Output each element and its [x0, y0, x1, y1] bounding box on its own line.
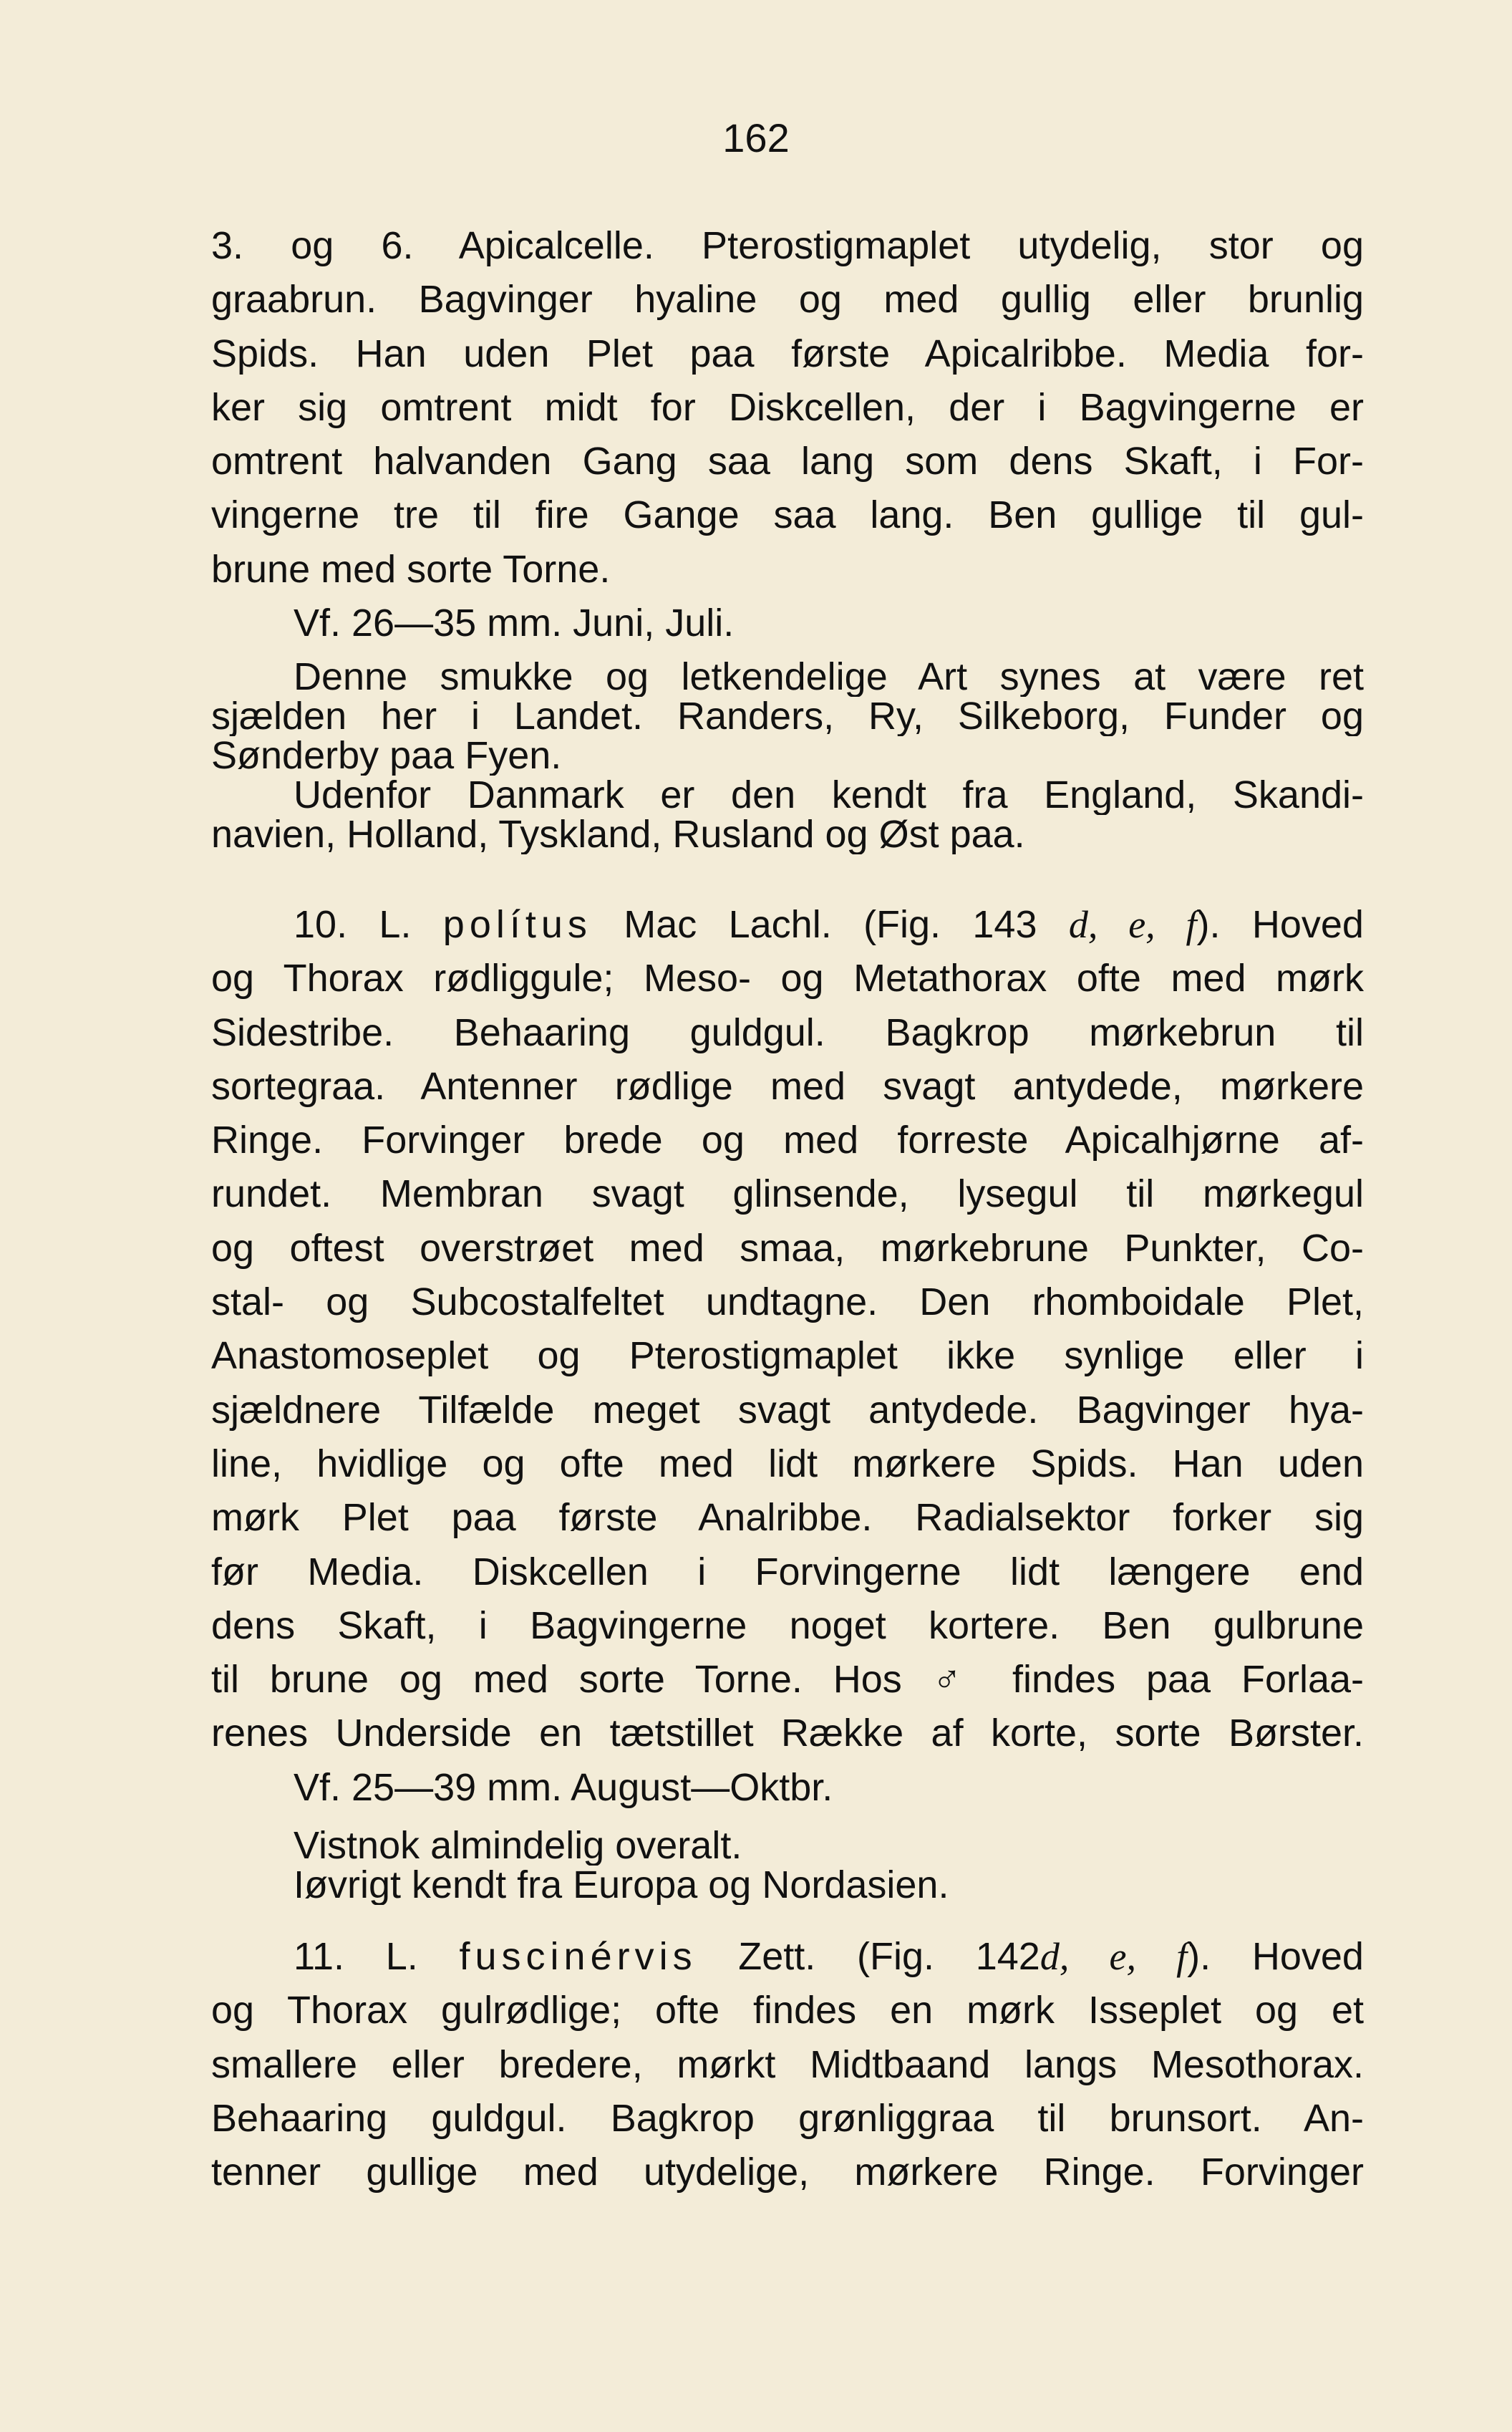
text-line: graabrun. Bagvinger hyaline og med gullig eller brunlig: [211, 278, 1364, 322]
text-line: Behaaring guldgul. Bagkrop grønliggraa til brunsort. An-: [211, 2096, 1364, 2140]
species-author: Zett.: [738, 1935, 816, 1978]
measurement-line: Vf. 25—39 mm. August—Oktbr.: [294, 1765, 833, 1809]
text-line: Ringe. Forvinger brede og med forreste Apicalhjørne af-: [211, 1119, 1364, 1162]
species-10-distribution: [211, 1826, 1364, 1905]
text-line: smallere eller bredere, mørkt Midtbaand langs Mesothorax.: [211, 2042, 1364, 2086]
text-line: Anastomoseplet og Pterostigmaplet ikke synlige eller i: [211, 1334, 1364, 1378]
text-line: stal- og Subcostalfeltet undtagne. Den rhomboidale Plet,: [211, 1280, 1364, 1324]
text-line: line, hvidlige og ofte med lidt mørkere Spids. Han uden: [211, 1442, 1364, 1485]
text-line: ker sig omtrent midt for Diskcellen, der i Bagvingerne er: [211, 385, 1364, 429]
text-line: Vistnok almindelig overalt.: [294, 1826, 742, 1866]
measurement-line: Vf. 26—35 mm. Juni, Juli.: [294, 602, 735, 645]
text-line: omtrent halvanden Gang saa lang som dens Skaft, i For-: [211, 440, 1364, 483]
text-line: før Media. Diskcellen i Forvingerne lidt længere end: [211, 1550, 1364, 1593]
species-9-distribution: [211, 657, 1364, 854]
text-line: tenner gullige med utydelige, mørkere Ringe. Forvinger: [211, 2151, 1364, 2194]
text-line: navien, Holland, Tyskland, Rusland og Øst paa.: [211, 815, 1025, 854]
species-11-heading: [211, 1930, 1364, 1984]
text-line: Udenfor Danmark er den kendt fra England, Skandi-: [294, 776, 1364, 815]
species-10-description: [211, 898, 1364, 1815]
text-line: Sidestribe. Behaaring guldgul. Bagkrop mørkebrun til: [211, 1010, 1364, 1054]
figure-ref: (Fig. 142d, e, f).: [857, 1935, 1211, 1978]
text-line: sjældnere Tilfælde meget svagt antydede. Bagvinger hya-: [211, 1388, 1364, 1432]
species-9-description: [211, 219, 1364, 650]
text-line: og oftest overstrøet med smaa, mørkebrune Punkter, Co-: [211, 1226, 1364, 1270]
figure-ref: (Fig. 143 d, e, f).: [863, 903, 1221, 946]
species-10-heading: [211, 898, 1364, 952]
text-line: vingerne tre til fire Gange saa lang. Ben gullige til gul-: [211, 493, 1364, 537]
text-line: rundet. Membran svagt glinsende, lysegul til mørkegul: [211, 1172, 1364, 1216]
text-line: renes Underside en tætstillet Række af korte, sorte Børster.: [211, 1712, 1364, 1755]
text-line: Denne smukke og letkendelige Art synes at være ret: [294, 657, 1364, 697]
text-line: til brune og med sorte Torne. Hos ♂ findes paa Forlaa-: [211, 1658, 1364, 1702]
text-line: sjælden her i Landet. Randers, Ry, Silkeborg, Funder og: [211, 697, 1364, 736]
text-line: og Thorax rødliggule; Meso- og Metathorax ofte med mørk: [211, 957, 1364, 1000]
text-continuation: Hoved: [1251, 903, 1364, 946]
text-line: Spids. Han uden Plet paa første Apicalribbe. Media for-: [211, 332, 1364, 375]
text-line: brune med sorte Torne.: [211, 547, 611, 591]
text-continuation: Hoved: [1251, 1935, 1364, 1978]
page-number: 162: [722, 115, 790, 160]
species-number: 10. L.: [294, 903, 412, 946]
text-line: 3. og 6. Apicalcelle. Pterostigmaplet utydelig, stor og: [211, 224, 1364, 267]
species-number: 11. L.: [294, 1935, 418, 1978]
text-line: og Thorax gulrødlige; ofte findes en mørk Isseplet og et: [211, 1989, 1364, 2032]
species-name: polítus: [442, 903, 592, 946]
species-name: fuscinérvis: [459, 1935, 697, 1978]
text-line: dens Skaft, i Bagvingerne noget kortere. Ben gulbrune: [211, 1603, 1364, 1647]
species-11-description: [211, 1930, 1364, 2199]
text-line: sortegraa. Antenner rødlige med svagt antydede, mørkere: [211, 1064, 1364, 1108]
text-line: Iøvrigt kendt fra Europa og Nordasien.: [294, 1866, 949, 1905]
text-line: mørk Plet paa første Analribbe. Radialsektor forker sig: [211, 1496, 1364, 1540]
text-line: Sønderby paa Fyen.: [211, 736, 562, 776]
species-author: Mac Lachl.: [624, 903, 832, 946]
